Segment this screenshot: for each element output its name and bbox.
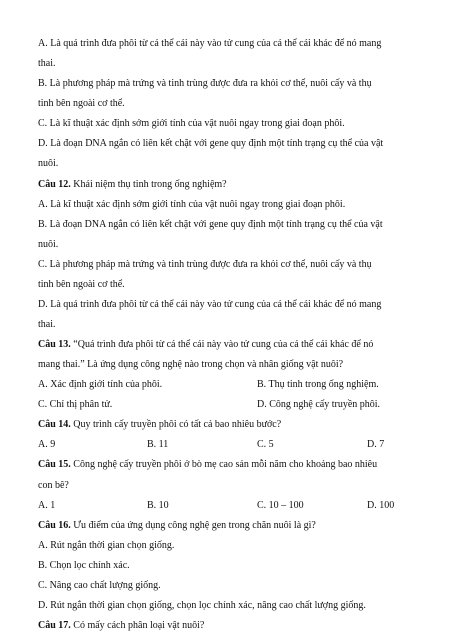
q11-option-d-line2: nuôi. xyxy=(38,158,59,170)
q13-option-b: B. Thụ tinh trong ống nghiệm. xyxy=(257,379,379,391)
q12-option-c-line1: C. Là phương pháp mà trứng và tinh trùng được đưa ra khỏi cơ thể, nuôi cấy và thụ xyxy=(38,258,372,270)
q12-option-d-line1: D. Là quá trình đưa phôi từ cá thể cái này vào tử cung của cá thể cái khác để nó mang xyxy=(38,298,382,310)
q11-option-b-line1: B. Là phương pháp mà trứng và tinh trùng được đưa ra khỏi cơ thể, nuôi cấy và thụ xyxy=(38,78,372,90)
q15-option-a: A. 1 xyxy=(38,499,56,511)
q16-option-a: A. Rút ngắn thời gian chọn giống. xyxy=(38,539,175,551)
q14-question xyxy=(38,419,414,431)
q16-option-d: D. Rút ngắn thời gian chọn giống, chọn lọc chính xác, nâng cao chất lượng giống. xyxy=(38,599,366,611)
q15-label: Câu 15. xyxy=(38,459,71,471)
q15-question-line2: con bê? xyxy=(38,479,69,491)
q14-option-d: D. 7 xyxy=(367,439,385,451)
q15-question-line1 xyxy=(38,459,414,471)
q12-question xyxy=(38,179,414,191)
q17-question xyxy=(38,620,414,632)
q16-label: Câu 16. xyxy=(38,519,71,531)
q16-option-b: B. Chọn lọc chính xác. xyxy=(38,559,130,571)
q11-option-b-line2: tinh bên ngoài cơ thể. xyxy=(38,98,125,110)
q11-option-a-line2: thai. xyxy=(38,58,56,70)
q14-label: Câu 14. xyxy=(38,419,71,431)
q16-question xyxy=(38,520,414,532)
q15-option-d: D. 100 xyxy=(367,499,395,511)
q14-option-a: A. 9 xyxy=(38,439,56,451)
q13-text-line1: “Quá trình đưa phôi từ cá thể cái này vào tử cung của cá thể cái khác để nó xyxy=(70,339,374,350)
q15-text-line1: Công nghệ cấy truyền phôi ở bò mẹ cao sản mỗi năm cho khoảng bao nhiêu xyxy=(70,459,378,471)
q12-text: Khái niệm thụ tinh trong ống nghiệm? xyxy=(70,178,227,190)
q12-option-c-line2: tinh bên ngoài cơ thể. xyxy=(38,278,125,290)
q17-label: Câu 17. xyxy=(38,620,71,631)
q12-option-d-line2: thai. xyxy=(38,319,56,330)
q13-question-line2: mang thai.” Là ứng dụng công nghệ nào trong chọn và nhân giống vật nuôi? xyxy=(38,359,344,371)
q11-option-c: C. Là kĩ thuật xác định sớm giới tính của vật nuôi ngay trong giai đoạn phôi. xyxy=(38,118,345,130)
q12-option-b-line1: B. Là đoạn DNA ngắn có liên kết chặt với gene quy định một tính trạng cụ thể của vật xyxy=(38,218,383,230)
q12-label: Câu 12. xyxy=(38,178,71,190)
q16-option-c: C. Nâng cao chất lượng giống. xyxy=(38,579,161,591)
q11-option-d-line1: D. Là đoạn DNA ngắn có liên kết chặt với gene quy định một tính trạng cụ thể của vật xyxy=(38,138,384,150)
q16-text: Ưu điểm của ứng dụng công nghệ gen trong chăn nuôi là gì? xyxy=(70,519,316,531)
q14-option-b: B. 11 xyxy=(147,439,169,451)
q15-option-c: C. 10 – 100 xyxy=(257,499,304,511)
q12-option-a: A. Là kĩ thuật xác định sớm giới tính của vật nuôi ngay trong giai đoạn phôi. xyxy=(38,198,346,210)
q11-option-a-line1: A. Là quá trình đưa phôi từ cá thể cái này vào tử cung của cá thể cái khác để nó mang xyxy=(38,38,382,49)
q13-question-line1 xyxy=(38,339,414,351)
q13-label: Câu 13. xyxy=(38,339,71,350)
q15-option-b: B. 10 xyxy=(147,499,169,511)
q12-option-b-line2: nuôi. xyxy=(38,238,59,250)
q14-option-c: C. 5 xyxy=(257,439,274,451)
q13-option-c: C. Chỉ thị phân tử. xyxy=(38,399,113,411)
q13-option-d: D. Công nghệ cấy truyền phôi. xyxy=(257,399,381,411)
q14-text: Quy trình cấy truyền phôi có tất cả bao nhiêu bước? xyxy=(70,419,282,431)
q17-text: Có mấy cách phân loại vật nuôi? xyxy=(70,620,205,631)
q13-option-a: A. Xác định giới tính của phôi. xyxy=(38,379,163,391)
